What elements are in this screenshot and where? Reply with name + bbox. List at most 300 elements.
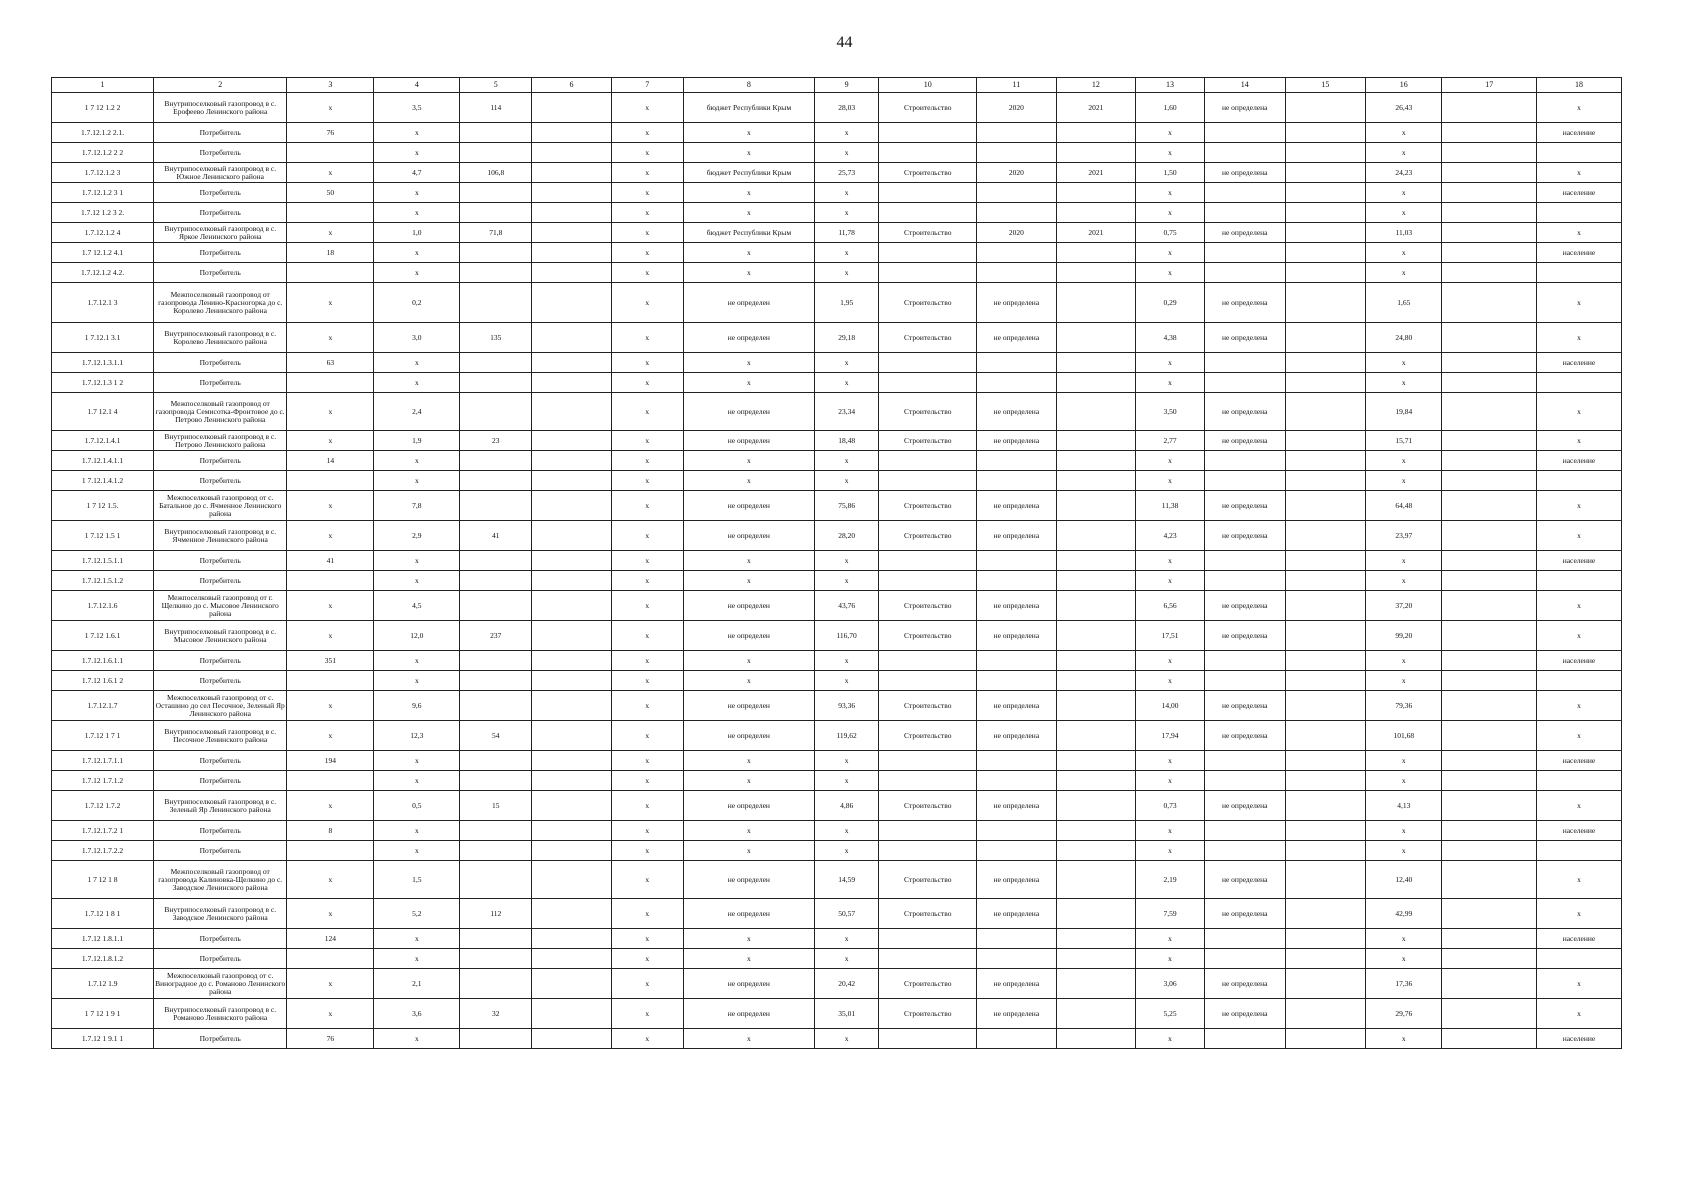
cell-col5 (460, 861, 532, 899)
cell-col7: x (611, 841, 683, 861)
cell-code: 1.7.12.1 3 (52, 283, 154, 323)
cell-col16: x (1366, 771, 1442, 791)
cell-cost: x (814, 203, 878, 223)
cell-consumer-type: население (1536, 123, 1621, 143)
cell-col17 (1442, 353, 1537, 373)
header-cell-7: 7 (611, 78, 683, 93)
cell-end-year (1056, 929, 1136, 949)
cell-col7: x (611, 721, 683, 751)
cell-end-year (1056, 123, 1136, 143)
cell-col15 (1285, 651, 1366, 671)
cell-col15 (1285, 323, 1366, 353)
cell-start-year: не определена (977, 591, 1057, 621)
cell-end-year (1056, 143, 1136, 163)
cell-consumer-type: x (1536, 899, 1621, 929)
header-cell-4: 4 (374, 78, 460, 93)
cell-code: 1.7.12.1.6.1.1 (52, 651, 154, 671)
cell-work-type (879, 821, 977, 841)
cell-work-type: Строительство (879, 491, 977, 521)
cell-col3: x (287, 521, 374, 551)
cell-funding-source: x (683, 243, 814, 263)
cell-consumer-type: x (1536, 323, 1621, 353)
cell-col3 (287, 571, 374, 591)
cell-col15 (1285, 791, 1366, 821)
cell-consumer-type: x (1536, 521, 1621, 551)
cell-start-year (977, 551, 1057, 571)
cell-col6 (532, 323, 612, 353)
cell-col13: x (1136, 571, 1205, 591)
cell-col3: 8 (287, 821, 374, 841)
cell-cost: 28,03 (814, 93, 878, 123)
cell-code: 1 7.12 1.6.1 (52, 621, 154, 651)
cell-funding-source: x (683, 751, 814, 771)
cell-col16: 17,36 (1366, 969, 1442, 999)
cell-col13: x (1136, 353, 1205, 373)
cell-col17 (1442, 591, 1537, 621)
header-cell-13: 13 (1136, 78, 1205, 93)
cell-consumer-type: население (1536, 551, 1621, 571)
cell-col5 (460, 949, 532, 969)
cell-col3: x (287, 223, 374, 243)
cell-col6 (532, 671, 612, 691)
cell-col17 (1442, 163, 1537, 183)
cell-funding-source: x (683, 841, 814, 861)
cell-col3: 351 (287, 651, 374, 671)
cell-name: Внутрипоселковый газопровод в с. Песочное Ленинского района (154, 721, 287, 751)
cell-col16: 1,65 (1366, 283, 1442, 323)
cell-cost: 116,70 (814, 621, 878, 651)
cell-col5 (460, 243, 532, 263)
table-row (52, 899, 1622, 929)
cell-name: Потребитель (154, 373, 287, 393)
cell-col13: 2,77 (1136, 431, 1205, 451)
cell-col5 (460, 491, 532, 521)
header-cell-2: 2 (154, 78, 287, 93)
cell-col6 (532, 123, 612, 143)
cell-start-year (977, 471, 1057, 491)
cell-col16: 12,40 (1366, 861, 1442, 899)
cell-col7: x (611, 651, 683, 671)
cell-col6 (532, 143, 612, 163)
cell-start-year (977, 243, 1057, 263)
cell-consumer-type: x (1536, 93, 1621, 123)
cell-end-year (1056, 691, 1136, 721)
cell-work-type: Строительство (879, 721, 977, 751)
cell-col3 (287, 471, 374, 491)
table-row (52, 621, 1622, 651)
cell-consumer-type (1536, 203, 1621, 223)
cell-col5: 32 (460, 999, 532, 1029)
table-row (52, 143, 1622, 163)
cell-code: 1.7.12 1 7 1 (52, 721, 154, 751)
cell-length: 9,6 (374, 691, 460, 721)
cell-col17 (1442, 393, 1537, 431)
cell-name: Внутрипоселковый газопровод в с. Яркое Ленинского района (154, 223, 287, 243)
cell-col7: x (611, 591, 683, 621)
cell-col6 (532, 471, 612, 491)
cell-col5 (460, 571, 532, 591)
cell-col13: x (1136, 949, 1205, 969)
cell-col3: x (287, 969, 374, 999)
cell-col5 (460, 771, 532, 791)
cell-funding-source: x (683, 203, 814, 223)
cell-col13: x (1136, 243, 1205, 263)
cell-col3: x (287, 393, 374, 431)
cell-col17 (1442, 771, 1537, 791)
cell-funding-source: x (683, 263, 814, 283)
cell-work-type: Строительство (879, 521, 977, 551)
cell-code: 1.7.12.1.2 3 (52, 163, 154, 183)
cell-consumer-type: x (1536, 431, 1621, 451)
cell-cost: x (814, 471, 878, 491)
cell-cost: x (814, 929, 878, 949)
cell-length: x (374, 373, 460, 393)
cell-col15 (1285, 551, 1366, 571)
cell-start-year: не определена (977, 721, 1057, 751)
cell-col13: x (1136, 751, 1205, 771)
cell-col5: 135 (460, 323, 532, 353)
cell-col17 (1442, 691, 1537, 721)
cell-col15 (1285, 283, 1366, 323)
cell-code: 1.7.12.1.2 3 1 (52, 183, 154, 203)
cell-col13: 4,38 (1136, 323, 1205, 353)
cell-col15 (1285, 223, 1366, 243)
cell-work-type: Строительство (879, 791, 977, 821)
cell-col13: x (1136, 471, 1205, 491)
cell-col15 (1285, 841, 1366, 861)
cell-code: 1.7.12.1.2 2.1. (52, 123, 154, 143)
table-row (52, 203, 1622, 223)
cell-end-year (1056, 393, 1136, 431)
cell-funding-source: x (683, 671, 814, 691)
cell-col6 (532, 93, 612, 123)
cell-col14 (1204, 841, 1285, 861)
cell-name: Внутрипоселковый газопровод в с. Заводское Ленинского района (154, 899, 287, 929)
cell-end-year (1056, 521, 1136, 551)
cell-col17 (1442, 841, 1537, 861)
cell-start-year (977, 771, 1057, 791)
cell-col16: x (1366, 471, 1442, 491)
cell-col14 (1204, 243, 1285, 263)
cell-consumer-type (1536, 671, 1621, 691)
cell-col17 (1442, 123, 1537, 143)
cell-funding-source: x (683, 821, 814, 841)
cell-work-type: Строительство (879, 393, 977, 431)
cell-col13: x (1136, 451, 1205, 471)
cell-col7: x (611, 431, 683, 451)
cell-code: 1.7.12.1.8.1.2 (52, 949, 154, 969)
cell-col5 (460, 183, 532, 203)
cell-col16: 4,13 (1366, 791, 1442, 821)
cell-funding-source: x (683, 451, 814, 471)
cell-col5 (460, 929, 532, 949)
cell-col3: 50 (287, 183, 374, 203)
cell-consumer-type: население (1536, 243, 1621, 263)
cell-start-year: не определена (977, 323, 1057, 353)
cell-col7: x (611, 571, 683, 591)
cell-col15 (1285, 243, 1366, 263)
cell-work-type (879, 373, 977, 393)
cell-name: Потребитель (154, 263, 287, 283)
cell-end-year (1056, 283, 1136, 323)
cell-col14 (1204, 929, 1285, 949)
cell-col15 (1285, 861, 1366, 899)
cell-col13: 5,25 (1136, 999, 1205, 1029)
table-row (52, 393, 1622, 431)
cell-length: x (374, 671, 460, 691)
cell-start-year: 2020 (977, 163, 1057, 183)
cell-length: x (374, 143, 460, 163)
cell-col16: x (1366, 571, 1442, 591)
cell-col5: 54 (460, 721, 532, 751)
cell-work-type: Строительство (879, 431, 977, 451)
header-cell-16: 16 (1366, 78, 1442, 93)
cell-work-type (879, 143, 977, 163)
cell-col17 (1442, 203, 1537, 223)
cell-work-type: Строительство (879, 691, 977, 721)
cell-end-year (1056, 621, 1136, 651)
cell-col14: не определена (1204, 621, 1285, 651)
cell-name: Внутрипоселковый газопровод в с. Ерофеево Ленинского района (154, 93, 287, 123)
cell-col7: x (611, 969, 683, 999)
cell-consumer-type: x (1536, 791, 1621, 821)
cell-col14: не определена (1204, 721, 1285, 751)
cell-col16: 79,36 (1366, 691, 1442, 721)
cell-col15 (1285, 899, 1366, 929)
cell-col17 (1442, 571, 1537, 591)
cell-length: x (374, 471, 460, 491)
cell-col16: x (1366, 821, 1442, 841)
cell-code: 1.7.12.1.5.1.1 (52, 551, 154, 571)
cell-end-year (1056, 373, 1136, 393)
cell-work-type: Строительство (879, 323, 977, 353)
cell-funding-source: x (683, 551, 814, 571)
cell-start-year: не определена (977, 491, 1057, 521)
cell-funding-source: не определен (683, 691, 814, 721)
cell-col17 (1442, 521, 1537, 551)
cell-end-year (1056, 243, 1136, 263)
cell-funding-source: x (683, 373, 814, 393)
table-row (52, 821, 1622, 841)
cell-col6 (532, 203, 612, 223)
cell-end-year (1056, 451, 1136, 471)
cell-end-year (1056, 999, 1136, 1029)
cell-col16: x (1366, 841, 1442, 861)
cell-col6 (532, 721, 612, 751)
cell-consumer-type: x (1536, 999, 1621, 1029)
cell-consumer-type: население (1536, 183, 1621, 203)
cell-code: 1.7.12 1 8 1 (52, 899, 154, 929)
cell-col13: x (1136, 373, 1205, 393)
cell-funding-source: не определен (683, 491, 814, 521)
cell-name: Внутрипоселковый газопровод в с. Петрово Ленинского района (154, 431, 287, 451)
cell-code: 1.7 12.1 4 (52, 393, 154, 431)
cell-start-year: не определена (977, 791, 1057, 821)
cell-col14: не определена (1204, 899, 1285, 929)
header-cell-5: 5 (460, 78, 532, 93)
cell-col6 (532, 551, 612, 571)
cell-col16: x (1366, 551, 1442, 571)
cell-name: Потребитель (154, 243, 287, 263)
cell-funding-source: бюджет Республики Крым (683, 93, 814, 123)
cell-col3: x (287, 899, 374, 929)
cell-cost: 4,86 (814, 791, 878, 821)
cell-length: 2,1 (374, 969, 460, 999)
cell-funding-source: не определен (683, 521, 814, 551)
cell-col3: 18 (287, 243, 374, 263)
cell-col5: 15 (460, 791, 532, 821)
cell-col6 (532, 451, 612, 471)
table-row (52, 451, 1622, 471)
cell-col17 (1442, 821, 1537, 841)
cell-start-year: не определена (977, 431, 1057, 451)
cell-name: Потребитель (154, 451, 287, 471)
cell-col5 (460, 203, 532, 223)
cell-col16: x (1366, 451, 1442, 471)
cell-cost: 29,18 (814, 323, 878, 353)
cell-col16: 64,48 (1366, 491, 1442, 521)
cell-col17 (1442, 861, 1537, 899)
cell-col3: x (287, 431, 374, 451)
cell-consumer-type: население (1536, 1029, 1621, 1049)
cell-col16: x (1366, 373, 1442, 393)
cell-start-year (977, 571, 1057, 591)
table-row (52, 243, 1622, 263)
cell-consumer-type: население (1536, 651, 1621, 671)
cell-length: x (374, 841, 460, 861)
table-row (52, 521, 1622, 551)
cell-col17 (1442, 323, 1537, 353)
cell-start-year (977, 123, 1057, 143)
cell-funding-source: не определен (683, 431, 814, 451)
table-row (52, 1029, 1622, 1049)
cell-col6 (532, 243, 612, 263)
table-row (52, 651, 1622, 671)
cell-start-year (977, 183, 1057, 203)
cell-name: Межпоселковый газопровод от с. Виноградное до с. Романово Ленинского района (154, 969, 287, 999)
cell-col17 (1442, 969, 1537, 999)
cell-code: 1.7 12.1.2 4.1 (52, 243, 154, 263)
cell-col14 (1204, 143, 1285, 163)
cell-code: 1 7 12 1.2 2 (52, 93, 154, 123)
header-cell-3: 3 (287, 78, 374, 93)
cell-col5 (460, 263, 532, 283)
header-cell-12: 12 (1056, 78, 1136, 93)
cell-end-year (1056, 183, 1136, 203)
cell-col16: x (1366, 929, 1442, 949)
cell-cost: x (814, 263, 878, 283)
cell-col6 (532, 621, 612, 651)
cell-col15 (1285, 821, 1366, 841)
cell-col17 (1442, 721, 1537, 751)
cell-col6 (532, 183, 612, 203)
cell-end-year (1056, 353, 1136, 373)
table-row (52, 223, 1622, 243)
cell-col6 (532, 353, 612, 373)
table-row (52, 551, 1622, 571)
cell-name: Потребитель (154, 771, 287, 791)
cell-consumer-type: x (1536, 223, 1621, 243)
table-row (52, 353, 1622, 373)
cell-start-year (977, 751, 1057, 771)
cell-col6 (532, 393, 612, 431)
cell-col13: x (1136, 929, 1205, 949)
cell-work-type (879, 771, 977, 791)
cell-work-type (879, 651, 977, 671)
cell-col14: не определена (1204, 283, 1285, 323)
cell-col16: 37,20 (1366, 591, 1442, 621)
table-row (52, 591, 1622, 621)
cell-end-year (1056, 791, 1136, 821)
cell-end-year (1056, 841, 1136, 861)
cell-col3 (287, 263, 374, 283)
cell-funding-source: x (683, 929, 814, 949)
cell-cost: x (814, 671, 878, 691)
cell-col17 (1442, 999, 1537, 1029)
cell-col7: x (611, 751, 683, 771)
cell-work-type: Строительство (879, 999, 977, 1029)
table-row (52, 491, 1622, 521)
cell-col3: x (287, 163, 374, 183)
cell-col14 (1204, 471, 1285, 491)
cell-work-type: Строительство (879, 163, 977, 183)
cell-col7: x (611, 471, 683, 491)
cell-col17 (1442, 263, 1537, 283)
cell-col13: x (1136, 841, 1205, 861)
cell-col5 (460, 551, 532, 571)
cell-col5 (460, 591, 532, 621)
cell-cost: 35,01 (814, 999, 878, 1029)
cell-col7: x (611, 451, 683, 471)
cell-name: Потребитель (154, 571, 287, 591)
cell-col15 (1285, 691, 1366, 721)
cell-start-year (977, 143, 1057, 163)
cell-col7: x (611, 183, 683, 203)
cell-col7: x (611, 929, 683, 949)
cell-col5: 237 (460, 621, 532, 651)
cell-name: Межпоселковый газопровод от с. Батальное до с. Ячменное Ленинского района (154, 491, 287, 521)
cell-col14 (1204, 1029, 1285, 1049)
cell-col16: 11,03 (1366, 223, 1442, 243)
cell-col3: x (287, 691, 374, 721)
cell-cost: 11,78 (814, 223, 878, 243)
cell-col7: x (611, 263, 683, 283)
cell-cost: x (814, 771, 878, 791)
cell-funding-source: x (683, 1029, 814, 1049)
cell-col16: 19,84 (1366, 393, 1442, 431)
cell-col5 (460, 393, 532, 431)
cell-consumer-type (1536, 143, 1621, 163)
cell-col16: 24,23 (1366, 163, 1442, 183)
cell-cost: 18,48 (814, 431, 878, 451)
cell-code: 1.7.12.1.2 4 (52, 223, 154, 243)
table-row (52, 861, 1622, 899)
cell-col3 (287, 203, 374, 223)
cell-length: x (374, 949, 460, 969)
cell-name: Потребитель (154, 1029, 287, 1049)
cell-work-type (879, 203, 977, 223)
cell-col15 (1285, 491, 1366, 521)
cell-col14: не определена (1204, 393, 1285, 431)
cell-cost: x (814, 841, 878, 861)
cell-col6 (532, 949, 612, 969)
cell-funding-source: x (683, 143, 814, 163)
cell-col17 (1442, 283, 1537, 323)
cell-length: 3,5 (374, 93, 460, 123)
cell-col3: x (287, 861, 374, 899)
table-row (52, 123, 1622, 143)
cell-col5 (460, 821, 532, 841)
